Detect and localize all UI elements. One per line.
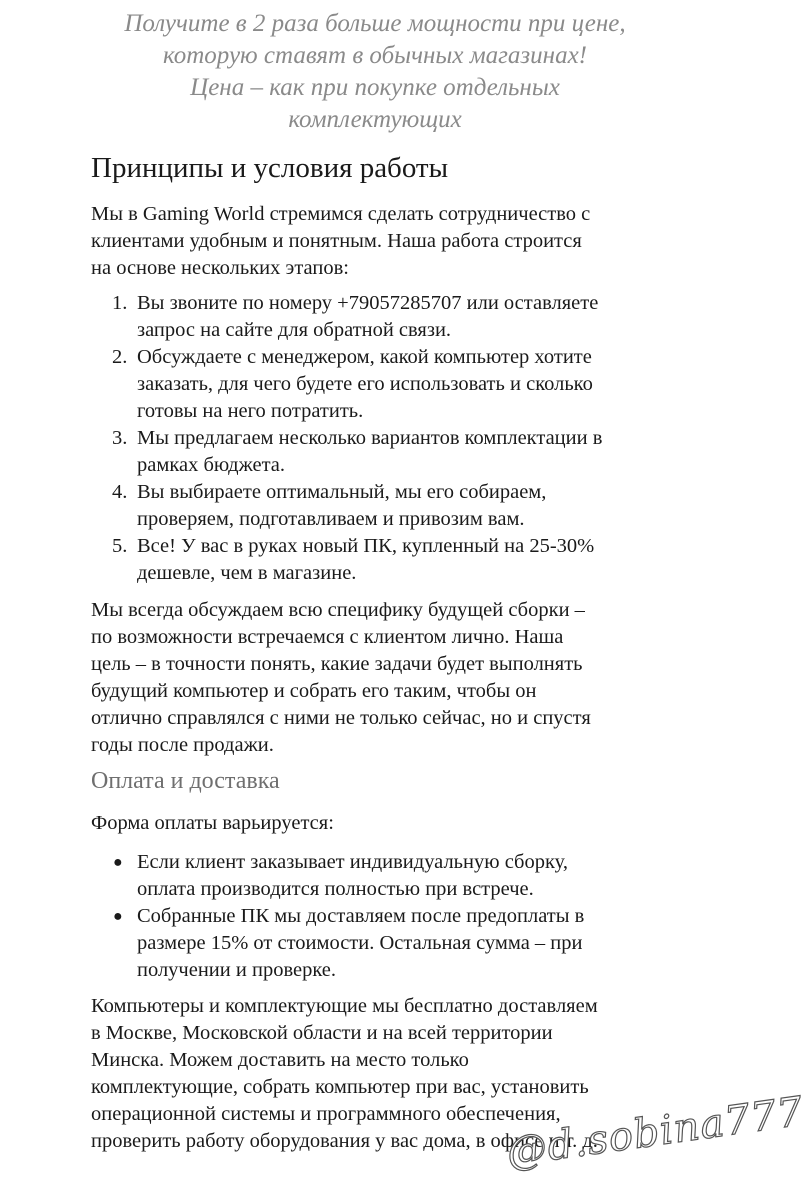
text-line: Вы звоните по номеру +79057285707 или оставляете — [137, 292, 599, 314]
text-line: Обсуждаете с менеджером, какой компьютер хотите — [137, 346, 592, 368]
list-item — [112, 290, 602, 344]
text-line: клиентами удобным и понятным. Наша работа строится — [91, 230, 582, 252]
text-line: размере 15% от стоимости. Остальная сумма – при — [137, 932, 583, 954]
text-line: рамках бюджета. — [137, 454, 286, 476]
text-line: дешевле, чем в магазине. — [137, 562, 357, 584]
list-number: 2. — [112, 346, 128, 368]
bullet-icon: ● — [113, 908, 123, 925]
text-line: Мы предлагаем несколько вариантов комплектации в — [137, 427, 603, 449]
steps-list — [112, 290, 602, 587]
text-line: Все! У вас в руках новый ПК, купленный на 25-30% — [137, 535, 595, 557]
list-item — [113, 903, 584, 984]
promo-line: Получите в 2 раза больше мощности при цене, — [124, 10, 626, 37]
promo-line: которую ставят в обычных магазинах! — [162, 42, 587, 69]
text-line: отлично справлялся с ними не только сейчас, но и спустя — [91, 707, 591, 729]
text-line: Компьютеры и комплектующие мы бесплатно доставляем — [91, 995, 598, 1017]
text-line: проверить работу оборудования у вас дома, в офисе и т. д. — [91, 1130, 598, 1152]
list-item — [112, 533, 602, 587]
list-number: 4. — [112, 481, 128, 503]
text-line: в Москве, Московской области и на всей территории — [91, 1022, 553, 1044]
text-line: на основе нескольких этапов: — [91, 257, 349, 279]
promo-text — [60, 8, 690, 136]
promo-line: комплектующих — [288, 106, 462, 133]
text-line: будущий компьютер и собрать его таким, чтобы он — [91, 680, 537, 702]
list-item — [112, 344, 602, 425]
text-line: по возможности встречаемся с клиентом лично. Наша — [91, 626, 564, 648]
list-item — [113, 849, 584, 903]
text-line: годы после продажи. — [91, 734, 274, 756]
list-item — [112, 425, 602, 479]
list-number: 3. — [112, 427, 128, 449]
text-line: запрос на сайте для обратной связи. — [137, 319, 452, 341]
text-line: Если клиент заказывает индивидуальную сборку, — [137, 851, 568, 873]
text-line: Минска. Можем доставить на место только — [91, 1049, 469, 1071]
text-line: готовы на него потратить. — [137, 400, 364, 422]
text-line: получении и проверке. — [137, 959, 337, 981]
text-line: Вы выбираете оптимальный, мы его собираем, — [137, 481, 547, 503]
text-line: Мы всегда обсуждаем всю специфику будущей сборки – — [91, 599, 585, 621]
bullet-icon: ● — [113, 854, 123, 871]
list-number: 1. — [112, 292, 128, 314]
list-item — [112, 479, 602, 533]
intro-paragraph — [91, 201, 590, 282]
text-line: операционной системы и программного обеспечения, — [91, 1103, 561, 1125]
payment-intro: Форма оплаты варьируется: — [91, 812, 334, 834]
section-heading-payment: Оплата и доставка — [91, 768, 280, 794]
text-line: комплектующие, собрать компьютер при вас, установить — [91, 1076, 589, 1098]
section-heading-principles: Принципы и условия работы — [91, 152, 449, 184]
closing-paragraph — [91, 597, 591, 759]
payment-bullet-list — [113, 849, 584, 984]
list-number: 5. — [112, 535, 128, 557]
text-line: проверяем, подготавливаем и привозим вам. — [137, 508, 525, 530]
watermark-signature: @d.sobina777 — [503, 1088, 807, 1176]
text-line: заказать, для чего будете его использовать и сколько — [137, 373, 593, 395]
text-line: цель – в точности понять, какие задачи будет выполнять — [91, 653, 583, 675]
text-line: оплата производится полностью при встрече. — [137, 878, 534, 900]
promo-line: Цена – как при покупке отдельных — [190, 74, 560, 101]
text-line: Мы в Gaming World стремимся сделать сотрудничество с — [91, 203, 591, 225]
text-line: Собранные ПК мы доставляем после предоплаты в — [137, 905, 585, 927]
